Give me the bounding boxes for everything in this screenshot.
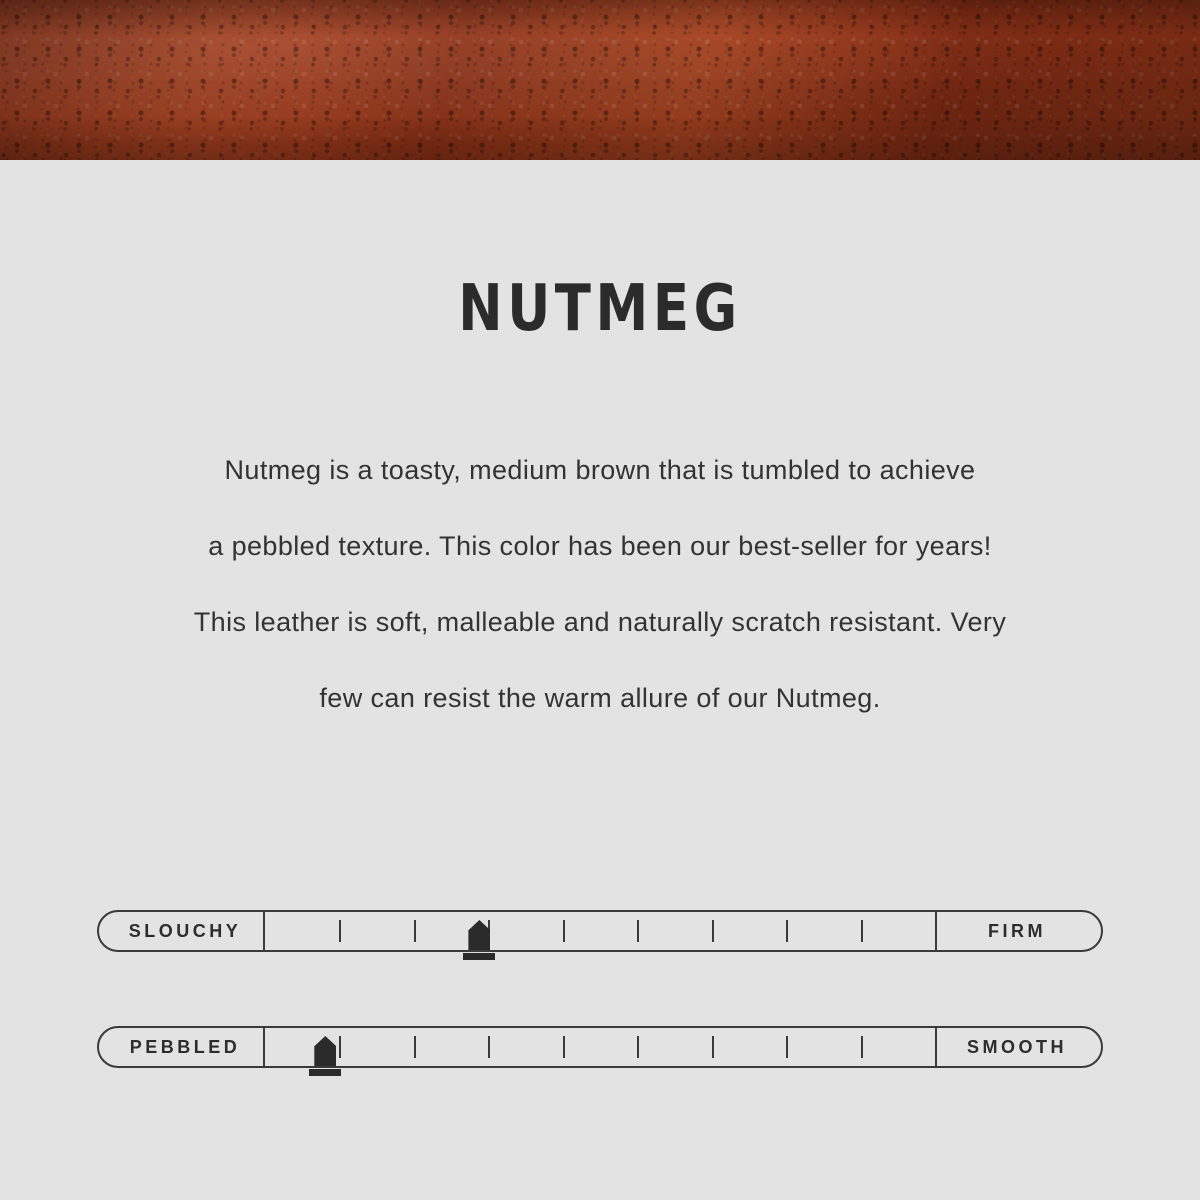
description-line: a pebbled texture. This color has been our best-seller for years!	[208, 531, 992, 561]
description-line: Nutmeg is a toasty, medium brown that is tumbled to achieve	[224, 455, 976, 485]
scale-right-label-smooth: SMOOTH	[935, 1028, 1101, 1066]
scale-right-label-firm: FIRM	[935, 912, 1101, 950]
description-line: This leather is soft, malleable and naturally scratch resistant. Very	[193, 607, 1007, 637]
scale-tick	[488, 920, 490, 942]
leather-shading-layer	[0, 0, 1200, 160]
scale-tick	[488, 1036, 490, 1058]
scale-tick	[712, 1036, 714, 1058]
scale-left-label-pebbled: PEBBLED	[99, 1028, 265, 1066]
scale-tick	[861, 920, 863, 942]
scale-tick	[414, 920, 416, 942]
scale-tick	[414, 1036, 416, 1058]
scale-track-softness[interactable]	[265, 912, 935, 950]
scale-left-label-slouchy: SLOUCHY	[99, 912, 265, 950]
scale-tick	[786, 920, 788, 942]
pointer-marker-icon	[459, 914, 499, 966]
scale-tick	[637, 920, 639, 942]
leather-texture-swatch	[0, 0, 1200, 160]
page-title: NUTMEG	[458, 272, 742, 346]
scale-tick	[563, 920, 565, 942]
marker-base	[463, 953, 495, 960]
description-line: few can resist the warm allure of our Nutmeg.	[319, 683, 881, 713]
scale-tick	[861, 1036, 863, 1058]
color-description	[100, 432, 1100, 736]
scale-tick	[712, 920, 714, 942]
scale-tick	[339, 1036, 341, 1058]
scale-track-texture[interactable]	[265, 1028, 935, 1066]
scale-pebbled-smooth[interactable]	[97, 1026, 1103, 1068]
scale-tick	[786, 1036, 788, 1058]
scale-tick	[339, 920, 341, 942]
marker-pin	[314, 1036, 336, 1066]
scale-slouchy-firm[interactable]	[97, 910, 1103, 952]
scale-tick	[563, 1036, 565, 1058]
marker-base	[309, 1069, 341, 1076]
marker-pin	[468, 920, 490, 950]
scale-tick	[637, 1036, 639, 1058]
